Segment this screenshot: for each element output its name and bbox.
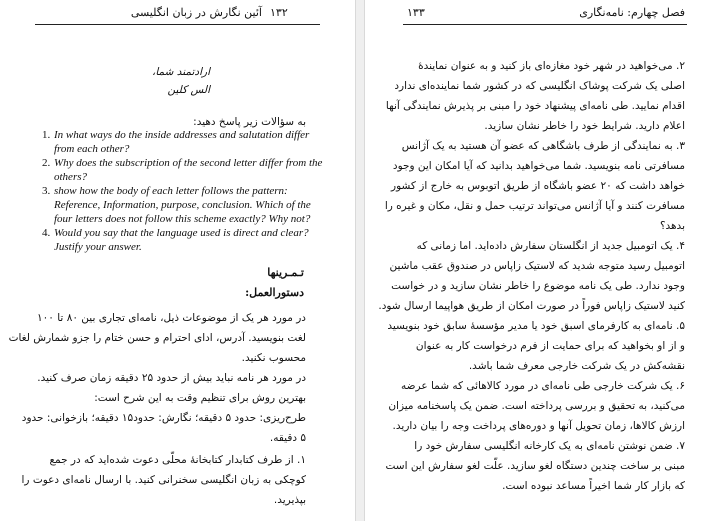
exercise-line: ۲. می‌خواهید در شهر خود مغازه‌ای باز کنید و به عنوان نمایندهٔ (418, 60, 685, 72)
exercise-line: بپذیرید. (273, 494, 306, 506)
question-text: Would you say that the language used is direct and clear? (54, 227, 309, 239)
question-number: 4. (42, 227, 51, 239)
question-4 (42, 226, 309, 254)
exercise-line: ارزش کالاها، زمان تحویل آنها و دوره‌های پرداخت وجه را بیان دارید. (392, 420, 685, 432)
left-page (0, 0, 356, 521)
exercise-line: می‌کنید، به تحقیق و بررسی پرداخته است. ضمن یک پاسخنامه میزان (388, 400, 685, 412)
exercise-line: ۷. ضمن نوشتن نامه‌ای به یک کارخانه انگلیسی سفارش خود را (414, 440, 685, 452)
exercises-heading: تـمـرينها (267, 266, 304, 279)
instructions-line: بهترین روش برای تنظیم وقت به این شرح است: (94, 392, 306, 404)
book-gutter (356, 0, 364, 521)
exercise-line: ۱. از طرف کتابدار کتابخانهٔ محلّی دعوت شده‌اید که در جمع (49, 454, 306, 466)
right-page (364, 0, 720, 521)
exercise-line: اعلام دارید. شرایط خود را خاطر نشان سازید. (484, 120, 685, 132)
instructions-line: ۵ دقیقه. (269, 432, 306, 444)
exercise-line: مسافرت کنند و آیا آژانس می‌تواند ترتیب حمل و نقل، مکان و غیره را (384, 200, 685, 212)
instructions-line: در مورد هر یک از موضوعات ذیل، نامه‌ای تجاری بین ۸۰ تا ۱۰۰ (36, 312, 306, 324)
exercise-line: وجود ندارد. طی یک نامه موضوع را خاطر نشان سازید و در خواست (391, 280, 685, 292)
exercise-item-1 (21, 450, 306, 510)
question-text: show how the body of each letter follows the pattern: (54, 185, 288, 197)
question-1 (42, 128, 309, 156)
exercise-line: ۳. به نمایندگی از طرف باشگاهی که عضو آن هستید به یک آژانس (401, 140, 685, 152)
exercise-line: اتومبیل رسید متوجه شدید که لاستیک زاپاس در صندوق عقب ماشین (389, 260, 685, 272)
question-text: Why does the subscription of the second letter differ from the (54, 157, 323, 169)
question-text: Reference, Information, purpose, conclusion. Which of the (54, 199, 311, 211)
question-number: 1. (42, 129, 51, 141)
questions-intro: به سؤالات زیر پاسخ دهید: (193, 116, 306, 128)
instructions-line: طرح‌ریزی: حدود ۵ دقیقه؛ نگارش: حدود۱۵ دقیقه؛ بازخوانی: حدود (21, 412, 306, 424)
right-header-rule (403, 24, 687, 25)
exercise-line: مبنی بر ساخت چندین دستگاه لغو سازید. علّت لغو سفارش این است (385, 460, 685, 472)
exercise-line: اقدام نمایید. طی نامه‌ای پیشنهاد خود را مبنی بر پذیرش نمایندگی آنها (385, 100, 685, 112)
exercise-items-2-7 (378, 56, 685, 496)
exercise-line: که بازار کار شما اخیراً مساعد نبوده است. (502, 480, 685, 492)
question-number: 3. (42, 185, 51, 197)
question-2 (42, 156, 322, 184)
exercise-line: ۵. نامه‌ای به کارفرمای اسبق خود یا مدیر مؤسسهٔ سابق خود بنویسید (387, 320, 685, 332)
right-page-number: ۱۳۳ (407, 6, 425, 19)
instructions-line: لغت بنویسید. آدرس، ادای احترام و حسن ختام را جزو شمارش لغات (8, 332, 306, 344)
exercise-line: ۴. یک اتومبیل جدید از انگلستان سفارش داده‌اید. اما زمانی که (416, 240, 685, 252)
left-header-rule (35, 24, 320, 25)
question-text: In what ways do the inside addresses and salutation differ (54, 129, 310, 141)
instructions-body (8, 308, 306, 448)
exercise-line: ۶. یک شرکت خارجی طی نامه‌ای در مورد کالاهائی که شما عرضه (401, 380, 685, 392)
question-3 (42, 184, 311, 226)
question-text: four letters does not follow this scheme exactly? Why not? (54, 213, 311, 225)
question-text: others? (54, 171, 87, 183)
exercise-line: و از او بخواهید که برای حمایت از فرم درخواست کار به عنوان (415, 340, 685, 352)
instructions-heading: دستورالعمل: (245, 286, 304, 299)
instructions-line: محسوب نکنید. (241, 352, 306, 364)
exercise-line: نقشه‌کش در یک شرکت خارجی معرف شما باشد. (468, 360, 685, 372)
closing-valediction: ارادتمند شما، (151, 66, 210, 78)
left-page-number: ۱۳۲ (270, 6, 288, 19)
instructions-line: در مورد هر نامه نباید بیش از حدود ۲۵ دقیقه زمان صرف کنید. (37, 372, 306, 384)
exercise-line: خواهد داشت که ۲۰ عضو باشگاه از طریق اتوبوس به خارج از کشور (391, 180, 685, 192)
exercise-line: مسافرتی نامه بنویسید. شما می‌خواهید بدانید که آیا امکان این وجود (392, 160, 685, 172)
question-text: Justify your answer. (54, 241, 142, 253)
exercise-line: کوچکی به زبان انگلیسی سخنرانی کنید. با ارسال نامه‌ای دعوت را (21, 474, 306, 486)
question-text: from each other? (54, 143, 130, 155)
right-running-title: فصل چهارم: نامه‌نگاری (579, 6, 685, 19)
exercise-line: کنید لاستیک زاپاس فوراً در صورت امکان از طریق هوا‌پیما ارسال شود. (378, 300, 685, 312)
closing-signature: الس کلین (167, 84, 210, 96)
exercise-line: بدهد؟ (659, 220, 685, 232)
left-running-title: آئین نگارش در زبان انگلیسی (130, 6, 262, 19)
exercise-line: اصلی یک شرکت پوشاک انگلیسی که در کشور شما نماینده‌ای ندارد (394, 80, 685, 92)
question-number: 2. (42, 157, 51, 169)
